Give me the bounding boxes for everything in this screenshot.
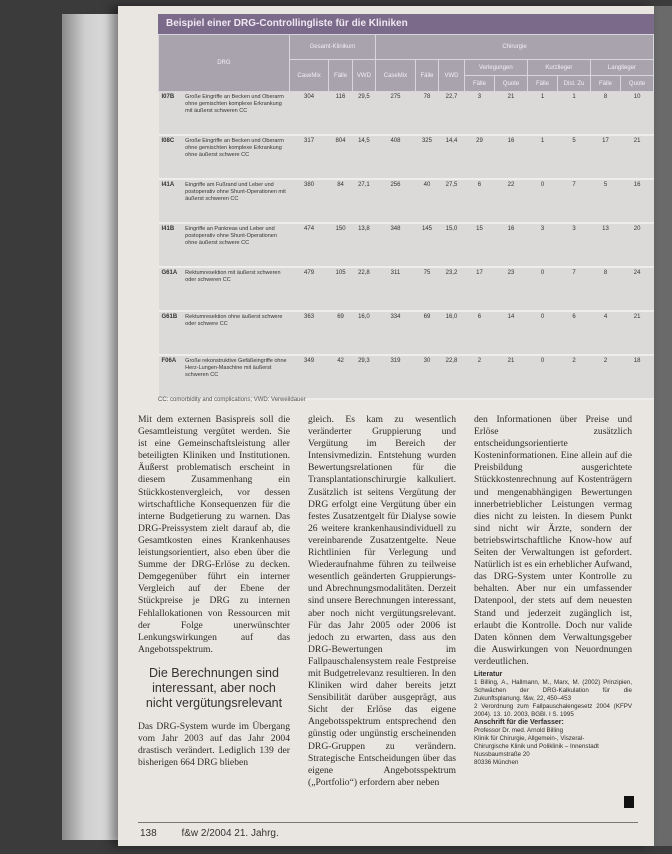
table-cell: 7 [558,179,591,223]
table-cell: 2 [558,355,591,399]
book-left-edge [62,14,120,840]
author-line: Nussbaumstraße 20 [474,750,530,758]
table-cell: 23 [495,267,528,311]
table-cell: 380 [289,179,329,223]
table-cell: 22 [495,179,528,223]
table-cell: 24 [621,267,654,311]
drg-desc: Eingriffe an Pankreas und Leber und postoperativ ohne Shunt-Operationen ohne äußerst schwere CC [184,223,289,267]
drg-code: I07B [159,92,185,136]
table-cell: 16 [621,179,654,223]
body-paragraph: Das DRG-System wurde im Übergang vom Jahr 2003 auf das Jahr 2004 drastisch verändert. Lediglich 139 der bisherigen 664 DRG blieben [138,720,290,769]
subsubheader: Fälle [590,76,620,92]
table-cell: 474 [289,223,329,267]
footer-rule [138,822,638,823]
table-cell: 6 [558,311,591,355]
table-cell: 10 [621,92,654,136]
table-row [159,179,654,223]
table-cell: 8 [590,92,620,136]
table-cell: 3 [558,223,591,267]
table-cell: 5 [558,135,591,179]
subheader-langlieger: Langlieger [590,60,653,76]
table-cell: 17 [464,267,494,311]
table-cell: 408 [376,135,416,179]
drg-desc: Rektumresektion ohne äußerst schwere oder schwere CC [184,311,289,355]
subsubheader: Quote [495,76,528,92]
subheader-vwd: VWD [352,60,375,92]
subheader-faelle: Fälle [329,60,352,92]
table-cell: 804 [329,135,352,179]
subsubheader: Quote [621,76,654,92]
drg-controlling-table [158,34,654,400]
table-cell: 2 [464,355,494,399]
journal-reference: f&w 2/2004 21. Jahrg. [181,828,279,839]
table-cell: 5 [590,179,620,223]
table-cell: 22,8 [439,355,465,399]
table-cell: 40 [415,179,438,223]
text-column-2 [308,414,456,789]
drg-code: G61A [159,267,185,311]
table-cell: 256 [376,179,416,223]
end-mark-square [624,796,634,808]
table-cell: 21 [621,135,654,179]
table-cell: 20 [621,223,654,267]
drg-desc: Eingriffe am Fußrand und Leber und postoperativ ohne Shunt-Operationen mit äußerst schweren CC [184,179,289,223]
table-cell: 317 [289,135,329,179]
table-cell: 29,5 [352,92,375,136]
header-chirurgie: Chirurgie [376,35,654,60]
table-cell: 6 [464,179,494,223]
body-paragraph: gleich. Es kam zu wesentlich veränderter Gruppierung und Vergütung im Bereich der Intensivmedizin. Entstehung wurden Bewertungsrelationen für die Transplantationschirurgie kalkuliert. Zusätzlich ist seitens Vergütung der DRG erfolgt eine Vergütung über ein festes Zusatzentgelt für Dialyse sowie 26 weitere krankenhausindividuell zu vereinbarende Zusatzentgelte. Neue Richtlinien für Verlegung und Wiederaufnahme führen zu teilweise wesentlich geänderten Gruppierungs- und Abrechnungsmodalitäten. Derzeit sind unsere Berechnungen interessant, aber noch nicht vergütungsrelevant. Für das Jahr 2005 oder 2006 ist jedoch zu erwarten, dass aus den DRG-Bewertungen im Fallpauschalensystem reale Festpreise mit Budgetrelevanz resultieren. In den Kliniken wird daher bereits jetzt Sensibilität darüber ausgeprägt, aus Sicht der Erlöse das eigene Angebotsspektrum entsprechend den günstig oder ungünstig erscheinenden DRG-Gruppen zu verändern. Strategische Entscheidungen über das eigene Angebotsspektrum („Portfolio“) erfordern aber neben [308,414,456,788]
table-cell: 3 [464,92,494,136]
subheader-casemix: CaseMix [376,60,416,92]
table-cell: 14,4 [439,135,465,179]
drg-code: I41A [159,179,185,223]
table-cell: 479 [289,267,329,311]
table-cell: 116 [329,92,352,136]
table-cell: 14 [495,311,528,355]
reference-item: 1 Billing, A., Hallmann, M., Marx, M. (2002) Prinzipien, Schwächen der DRG-Kalkulation für die Zukunftsplanung. f&w, 22, 450–453 [474,678,632,702]
drg-desc: Große Eingriffe an Becken und Oberarm ohne gemischten komplexe Erkrankung mit äußerst schweren CC [184,92,289,136]
table-cell: 311 [376,267,416,311]
table-cell: 13,8 [352,223,375,267]
table-cell: 0 [527,355,557,399]
table-cell: 17 [590,135,620,179]
table-row [159,223,654,267]
subsubheader: Fälle [527,76,557,92]
table-cell: 22,8 [352,267,375,311]
author-line: 80336 München [474,758,519,766]
table-row [159,311,654,355]
drg-code: F06A [159,355,185,399]
subsubheader: Dist. Zu [558,76,591,92]
table-row [159,135,654,179]
table-cell: 3 [527,223,557,267]
table-cell: 30 [415,355,438,399]
table-cell: 7 [558,267,591,311]
table-caption: Beispiel einer DRG-Controllingliste für die Kliniken [158,14,654,34]
reference-item: 2 Verordnung zum Fallpauschalengesetz 2004 (KFPV 2004). 13. 10. 2003, BGBl. I S. 1995 [474,702,632,718]
table-cell: 27,1 [352,179,375,223]
page-footer [140,828,301,839]
table-cell: 21 [495,92,528,136]
body-paragraph: den Informationen über Preise und Erlöse zusätzlich entscheidungsorientierte Kosteninformationen. Eine allein auf die Preisbildung ausgerichtete Stückkostenrechnung auf Kostenträgern und mengenabhängigen Bewertungen innerbetrieblicher Leistungen vermag dies nicht zu leisten. In diesem Punkt sind nicht wir Ärzte, sondern der betriebswirtschaftliche Know-how auf Seiten der Verwaltungen ist gefordert. Natürlich ist es ein erheblicher Aufwand, das DRG-System unter Kontrolle zu behalten. Aber nur ein umfassender Datenpool, der stets auf dem neuesten Stand und jederzeit zugänglich ist, erlaubt die Kontrolle. Doch nur valide Daten können dem Verwaltungsgeber die Auswirkungen von Neuordnungen verdeutlichen. [474,414,632,667]
author-line: Chirurgische Klinik und Poliklinik – Innenstadt [474,742,599,750]
drg-desc: Große rekonstruktive Gefäßeingriffe ohne Herz-Lungen-Maschine mit äußerst schweren CC [184,355,289,399]
table-cell: 363 [289,311,329,355]
subheader-kurzlieger: Kurzlieger [527,60,590,76]
subheader-vwd: VWD [439,60,465,92]
table-cell: 69 [415,311,438,355]
author-line: Klinik für Chirurgie, Allgemein-, Viszeral- [474,734,585,742]
table-cell: 0 [527,179,557,223]
references-title: Literatur [474,670,503,678]
table-row [159,92,654,136]
table-cell: 27,5 [439,179,465,223]
table-cell: 23,2 [439,267,465,311]
author-address-title: Anschrift für die Verfasser: [474,718,564,726]
table-cell: 6 [464,311,494,355]
table-cell: 348 [376,223,416,267]
table-cell: 304 [289,92,329,136]
table-cell: 0 [527,267,557,311]
subsubheader: Fälle [464,76,494,92]
page-number: 138 [140,828,157,839]
table-cell: 15 [464,223,494,267]
text-column-1 [138,414,290,769]
table-cell: 15,0 [439,223,465,267]
book-right-edge [654,6,672,846]
journal-page [118,6,654,846]
table-cell: 29,3 [352,355,375,399]
table-cell: 13 [590,223,620,267]
table-row [159,267,654,311]
author-line: Professor Dr. med. Arnold Billing [474,726,564,734]
table-cell: 75 [415,267,438,311]
table-cell: 275 [376,92,416,136]
table-cell: 8 [590,267,620,311]
drg-desc: Große Eingriffe an Becken und Oberarm ohne gemischten komplexe Erkrankung ohne äußerst schwere CC [184,135,289,179]
table-cell: 334 [376,311,416,355]
table-cell: 84 [329,179,352,223]
drg-header: DRG [159,35,290,92]
table-cell: 16 [495,135,528,179]
subheading: Die Berechnungen sind interessant, aber noch nicht vergütungsrelevant [145,665,283,710]
drg-desc: Rektumresektion mit äußerst schweren oder schweren CC [184,267,289,311]
table-cell: 69 [329,311,352,355]
subheader-verlegungen: Verlegungen [464,60,527,76]
table-cell: 1 [558,92,591,136]
table-cell: 16,0 [352,311,375,355]
table-cell: 78 [415,92,438,136]
subheader-casemix: CaseMix [289,60,329,92]
table-cell: 319 [376,355,416,399]
table-cell: 21 [621,311,654,355]
body-paragraph: Mit dem externen Basispreis soll die Gesamtleistung vergütet werden. Sie ist eine Gemeinschaftsleistung aller beteiligten Kliniken und Institutionen. Äußerst problematisch erscheint in diesem Zusammenhang ein Stückkostenvergleich, vor dessen wirtschaftliche Konsequenzen für die interne Budgetierung zu warnen. Das DRG-Preissystem zielt darauf ab, die Gesamtkosten eines Krankenhauses leistungsorientiert, also eben über die Summe der DRG-Erlöse zu decken. Demgegenüber führt ein interner Vergleich auf der Ebene der Stückpreise je DRG zu internen Fehlallokationen von Ressourcen mit der Folge unerwünschter Lenkungswirkungen auf das Angebotsspektrum. [138,414,290,655]
table-cell: 14,5 [352,135,375,179]
table-cell: 0 [527,311,557,355]
table-cell: 1 [527,135,557,179]
table-cell: 16,0 [439,311,465,355]
table-cell: 349 [289,355,329,399]
table-footnote: CC: comorbidity and complications; VWD: Verweildauer [158,397,306,403]
subheader-faelle: Fälle [415,60,438,92]
table-cell: 2 [590,355,620,399]
table-row [159,355,654,399]
table-cell: 325 [415,135,438,179]
table-cell: 150 [329,223,352,267]
header-gesamt-klinikum: Gesamt-Klinikum [289,35,375,60]
table-cell: 21 [495,355,528,399]
drg-code: I08C [159,135,185,179]
table-cell: 18 [621,355,654,399]
text-column-3 [474,414,632,767]
table-cell: 4 [590,311,620,355]
table-cell: 42 [329,355,352,399]
drg-code: G61B [159,311,185,355]
table-cell: 145 [415,223,438,267]
table-cell: 105 [329,267,352,311]
table-cell: 29 [464,135,494,179]
table-body [159,92,654,400]
table-cell: 22,7 [439,92,465,136]
table-cell: 1 [527,92,557,136]
table-cell: 16 [495,223,528,267]
drg-code: I41B [159,223,185,267]
references [474,671,632,767]
